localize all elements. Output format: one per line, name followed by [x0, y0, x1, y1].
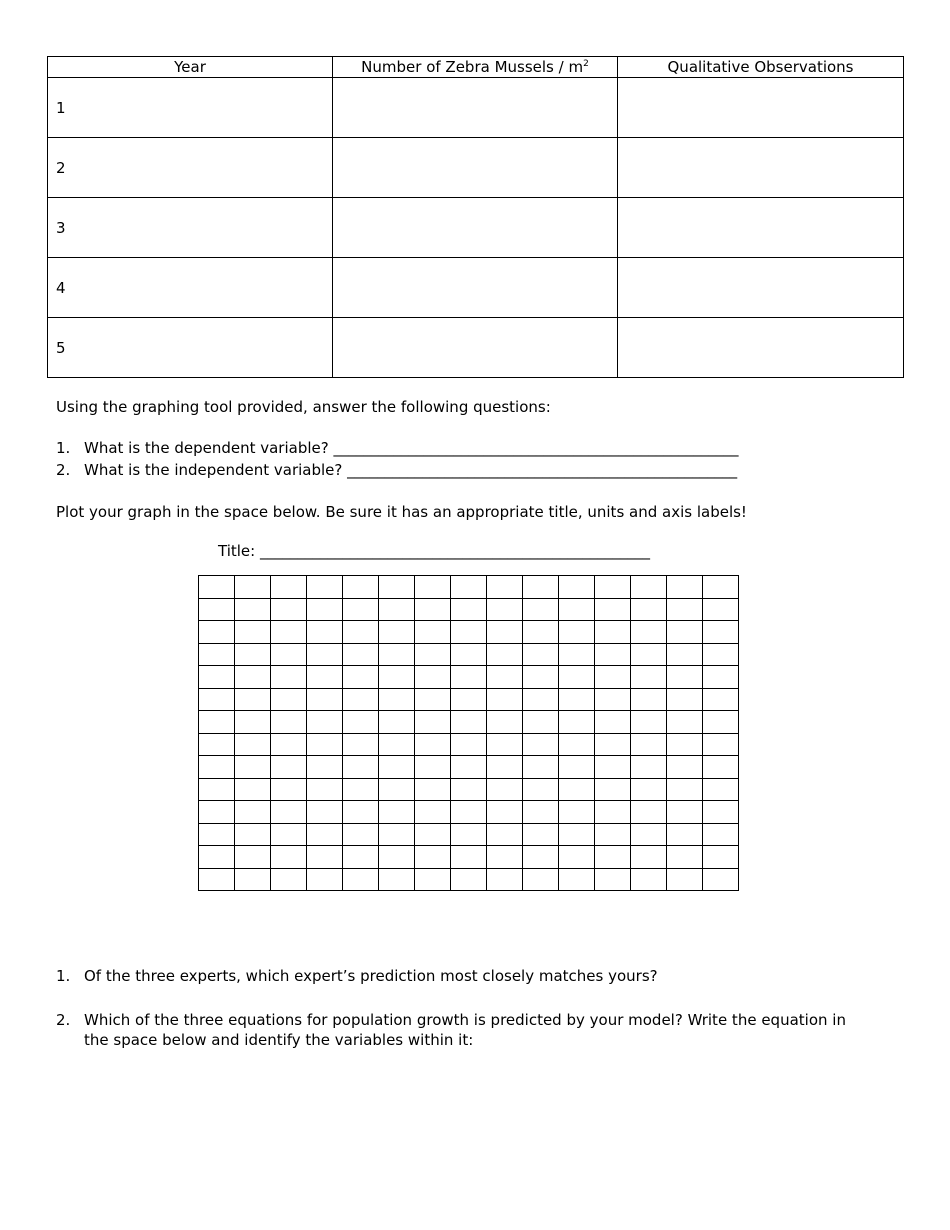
grid-cell[interactable] [703, 599, 739, 622]
grid-cell[interactable] [343, 644, 379, 667]
table-row [48, 138, 904, 198]
grid-cell[interactable] [343, 734, 379, 757]
grid-cell[interactable] [703, 666, 739, 689]
question-dependent-variable [56, 439, 738, 457]
grid-cell[interactable] [631, 756, 667, 779]
grid-cell[interactable] [559, 801, 595, 824]
grid-cell[interactable] [307, 711, 343, 734]
grid-cell[interactable] [667, 801, 703, 824]
grid-cell[interactable] [415, 711, 451, 734]
grid-cell[interactable] [379, 711, 415, 734]
header-year: Year [48, 57, 333, 78]
grid-cell[interactable] [487, 576, 523, 599]
grid-cell[interactable] [451, 779, 487, 802]
question-text-line2: the space below and identify the variables within it: [84, 1031, 474, 1049]
table-row [48, 258, 904, 318]
grid-cell[interactable] [343, 576, 379, 599]
graphing-intro: Using the graphing tool provided, answer the following questions: [56, 398, 551, 416]
year-cell: 5 [48, 318, 333, 378]
grid-cell[interactable] [307, 689, 343, 712]
grid-cell[interactable] [415, 734, 451, 757]
grid-cell[interactable] [703, 824, 739, 847]
mussel-count-cell[interactable] [333, 78, 618, 138]
grid-cell[interactable] [631, 869, 667, 892]
question-number: 2. [56, 461, 71, 479]
grid-cell[interactable] [523, 644, 559, 667]
grid-cell[interactable] [667, 689, 703, 712]
grid-cell[interactable] [271, 576, 307, 599]
grid-cell[interactable] [235, 711, 271, 734]
grid-cell[interactable] [415, 666, 451, 689]
grid-cell[interactable] [343, 824, 379, 847]
grid-cell[interactable] [631, 666, 667, 689]
grid-cell[interactable] [307, 824, 343, 847]
mussel-count-cell[interactable] [333, 198, 618, 258]
grid-cell[interactable] [451, 576, 487, 599]
grid-cell[interactable] [235, 801, 271, 824]
grid-cell[interactable] [379, 734, 415, 757]
grid-cell[interactable] [307, 599, 343, 622]
grid-cell[interactable] [487, 711, 523, 734]
grid-cell[interactable] [703, 621, 739, 644]
followup-question-equation [56, 1011, 846, 1029]
grid-cell[interactable] [667, 846, 703, 869]
grid-cell[interactable] [487, 779, 523, 802]
grid-cell[interactable] [487, 801, 523, 824]
grid-cell[interactable] [199, 846, 235, 869]
grid-cell[interactable] [451, 689, 487, 712]
question-text-line1: Which of the three equations for population growth is predicted by your model? Write the equation in [84, 1011, 846, 1029]
grid-cell[interactable] [271, 779, 307, 802]
grid-cell[interactable] [595, 644, 631, 667]
grid-cell[interactable] [199, 599, 235, 622]
grid-cell[interactable] [379, 779, 415, 802]
grid-cell[interactable] [379, 576, 415, 599]
grid-cell[interactable] [415, 846, 451, 869]
grid-cell[interactable] [451, 846, 487, 869]
grid-cell[interactable] [199, 644, 235, 667]
grid-cell[interactable] [595, 689, 631, 712]
grid-cell[interactable] [415, 599, 451, 622]
grid-cell[interactable] [343, 756, 379, 779]
grid-cell[interactable] [523, 756, 559, 779]
grid-cell[interactable] [559, 689, 595, 712]
grid-cell[interactable] [307, 644, 343, 667]
question-text: What is the independent variable? ____________________________________________________ [84, 461, 738, 479]
header-mussels [333, 57, 618, 78]
grid-cell[interactable] [559, 644, 595, 667]
grid-cell[interactable] [199, 711, 235, 734]
grid-cell[interactable] [523, 599, 559, 622]
question-number: 2. [56, 1011, 71, 1029]
grid-cell[interactable] [667, 734, 703, 757]
grid-cell[interactable] [487, 734, 523, 757]
grid-cell[interactable] [271, 801, 307, 824]
grid-cell[interactable] [379, 756, 415, 779]
question-text: Of the three experts, which expert’s prediction most closely matches yours? [84, 967, 658, 985]
grid-cell[interactable] [271, 689, 307, 712]
data-table [47, 56, 904, 378]
grid-cell[interactable] [487, 666, 523, 689]
grid-cell[interactable] [379, 621, 415, 644]
grid-cell[interactable] [271, 869, 307, 892]
grid-cell[interactable] [343, 689, 379, 712]
grid-cell[interactable] [631, 824, 667, 847]
grid-cell[interactable] [523, 824, 559, 847]
grid-cell[interactable] [307, 576, 343, 599]
grid-cell[interactable] [487, 869, 523, 892]
grid-cell[interactable] [631, 689, 667, 712]
grid-cell[interactable] [523, 576, 559, 599]
graph-title-line: Title: ____________________________________________________ [218, 542, 650, 560]
grid-cell[interactable] [631, 779, 667, 802]
grid-cell[interactable] [379, 644, 415, 667]
question-number: 1. [56, 967, 71, 985]
grid-cell[interactable] [595, 869, 631, 892]
observation-cell[interactable] [618, 198, 904, 258]
grid-cell[interactable] [199, 824, 235, 847]
grid-cell[interactable] [199, 666, 235, 689]
grid-cell[interactable] [379, 666, 415, 689]
grid-cell[interactable] [667, 644, 703, 667]
grid-cell[interactable] [451, 644, 487, 667]
grid-cell[interactable] [451, 666, 487, 689]
grid-cell[interactable] [559, 599, 595, 622]
grid-cell[interactable] [667, 756, 703, 779]
grid-cell[interactable] [595, 756, 631, 779]
grid-cell[interactable] [235, 666, 271, 689]
grid-cell[interactable] [271, 734, 307, 757]
grid-cell[interactable] [487, 621, 523, 644]
followup-question-expert [56, 967, 658, 985]
grid-cell[interactable] [343, 801, 379, 824]
grid-cell[interactable] [523, 689, 559, 712]
grid-cell[interactable] [703, 689, 739, 712]
question-text: What is the dependent variable? ______________________________________________________ [84, 439, 739, 457]
observation-cell[interactable] [618, 318, 904, 378]
observation-cell[interactable] [618, 138, 904, 198]
grid-cell[interactable] [307, 801, 343, 824]
grid-cell[interactable] [631, 801, 667, 824]
grid-cell[interactable] [307, 666, 343, 689]
grid-cell[interactable] [559, 666, 595, 689]
grid-cell[interactable] [667, 779, 703, 802]
grid-cell[interactable] [343, 779, 379, 802]
grid-cell[interactable] [271, 846, 307, 869]
header-mussels-exponent: 2 [583, 59, 589, 69]
grid-cell[interactable] [271, 644, 307, 667]
grid-cell[interactable] [343, 869, 379, 892]
grid-cell[interactable] [199, 779, 235, 802]
grid-cell[interactable] [595, 576, 631, 599]
grid-cell[interactable] [451, 801, 487, 824]
grid-cell[interactable] [595, 711, 631, 734]
header-observations: Qualitative Observations [618, 57, 904, 78]
grid-cell[interactable] [487, 599, 523, 622]
grid-cell[interactable] [307, 734, 343, 757]
grid-cell[interactable] [271, 756, 307, 779]
year-cell: 2 [48, 138, 333, 198]
grid-cell[interactable] [271, 711, 307, 734]
grid-cell[interactable] [559, 734, 595, 757]
grid-cell[interactable] [703, 576, 739, 599]
grid-cell[interactable] [667, 869, 703, 892]
grid-cell[interactable] [703, 711, 739, 734]
mussel-count-cell[interactable] [333, 318, 618, 378]
grid-cell[interactable] [415, 689, 451, 712]
grid-cell[interactable] [451, 734, 487, 757]
grid-cell[interactable] [523, 621, 559, 644]
grid-cell[interactable] [595, 801, 631, 824]
grid-cell[interactable] [523, 869, 559, 892]
year-cell: 1 [48, 78, 333, 138]
grid-cell[interactable] [271, 621, 307, 644]
grid-cell[interactable] [703, 756, 739, 779]
grid-cell[interactable] [667, 711, 703, 734]
grid-cell[interactable] [415, 644, 451, 667]
grid-cell[interactable] [523, 779, 559, 802]
grid-cell[interactable] [523, 666, 559, 689]
grid-cell[interactable] [235, 756, 271, 779]
grid-cell[interactable] [235, 779, 271, 802]
mussel-count-cell[interactable] [333, 138, 618, 198]
grid-cell[interactable] [379, 599, 415, 622]
grid-cell[interactable] [235, 846, 271, 869]
grid-cell[interactable] [487, 756, 523, 779]
grid-cell[interactable] [559, 846, 595, 869]
grid-cell[interactable] [235, 599, 271, 622]
grid-cell[interactable] [235, 689, 271, 712]
grid-cell[interactable] [631, 734, 667, 757]
header-mussels-label: Number of Zebra Mussels / m [361, 58, 584, 76]
grid-cell[interactable] [559, 779, 595, 802]
grid-cell[interactable] [415, 824, 451, 847]
grid-cell[interactable] [307, 846, 343, 869]
grid-cell[interactable] [451, 711, 487, 734]
grid-cell[interactable] [667, 599, 703, 622]
grid-cell[interactable] [307, 756, 343, 779]
grid-cell[interactable] [271, 599, 307, 622]
grid-cell[interactable] [595, 599, 631, 622]
grid-cell[interactable] [559, 711, 595, 734]
grid-cell[interactable] [487, 644, 523, 667]
grid-cell[interactable] [199, 756, 235, 779]
grid-cell[interactable] [703, 801, 739, 824]
mussel-count-cell[interactable] [333, 258, 618, 318]
grid-cell[interactable] [235, 734, 271, 757]
grid-cell[interactable] [559, 621, 595, 644]
grid-cell[interactable] [703, 779, 739, 802]
grid-cell[interactable] [523, 846, 559, 869]
grid-cell[interactable] [667, 621, 703, 644]
grid-cell[interactable] [199, 576, 235, 599]
grid-cell[interactable] [595, 824, 631, 847]
grid-cell[interactable] [631, 576, 667, 599]
grid-cell[interactable] [703, 869, 739, 892]
grid-cell[interactable] [415, 779, 451, 802]
grid-cell[interactable] [487, 846, 523, 869]
grid-cell[interactable] [559, 756, 595, 779]
observation-cell[interactable] [618, 78, 904, 138]
grid-cell[interactable] [271, 824, 307, 847]
grid-cell[interactable] [415, 801, 451, 824]
grid-cell[interactable] [415, 621, 451, 644]
grid-cell[interactable] [667, 576, 703, 599]
grid-cell[interactable] [559, 869, 595, 892]
grid-cell[interactable] [343, 846, 379, 869]
grid-cell[interactable] [631, 711, 667, 734]
grid-cell[interactable] [523, 801, 559, 824]
grid-cell[interactable] [199, 869, 235, 892]
grid-cell[interactable] [631, 599, 667, 622]
grid-cell[interactable] [595, 666, 631, 689]
year-cell: 3 [48, 198, 333, 258]
table-row [48, 198, 904, 258]
grid-cell[interactable] [199, 734, 235, 757]
grid-cell[interactable] [271, 666, 307, 689]
grid-cell[interactable] [415, 756, 451, 779]
table-row [48, 78, 904, 138]
grid-cell[interactable] [379, 689, 415, 712]
grid-cell[interactable] [451, 756, 487, 779]
grid-cell[interactable] [235, 576, 271, 599]
grid-cell[interactable] [235, 644, 271, 667]
grid-cell[interactable] [343, 599, 379, 622]
grid-cell[interactable] [523, 734, 559, 757]
table-header-row [48, 57, 904, 78]
grid-cell[interactable] [199, 689, 235, 712]
grid-cell[interactable] [379, 801, 415, 824]
grid-cell[interactable] [379, 869, 415, 892]
grid-cell[interactable] [235, 621, 271, 644]
grid-cell[interactable] [487, 824, 523, 847]
grid-cell[interactable] [451, 869, 487, 892]
grid-cell[interactable] [559, 824, 595, 847]
grid-cell[interactable] [523, 711, 559, 734]
grid-cell[interactable] [631, 846, 667, 869]
grid-cell[interactable] [703, 846, 739, 869]
grid-cell[interactable] [199, 621, 235, 644]
grid-cell[interactable] [595, 621, 631, 644]
grid-cell[interactable] [415, 576, 451, 599]
grid-cell[interactable] [559, 576, 595, 599]
grid-cell[interactable] [703, 644, 739, 667]
graph-paper-grid[interactable] [198, 575, 739, 891]
grid-cell[interactable] [415, 869, 451, 892]
question-number: 1. [56, 439, 71, 457]
table-row [48, 318, 904, 378]
grid-cell[interactable] [667, 824, 703, 847]
grid-cell[interactable] [487, 689, 523, 712]
grid-cell[interactable] [631, 644, 667, 667]
grid-cell[interactable] [199, 801, 235, 824]
grid-cell[interactable] [343, 621, 379, 644]
plot-instructions: Plot your graph in the space below. Be sure it has an appropriate title, units and axis labels! [56, 503, 747, 521]
grid-cell[interactable] [343, 711, 379, 734]
grid-cell[interactable] [595, 734, 631, 757]
grid-cell[interactable] [307, 779, 343, 802]
grid-cell[interactable] [703, 734, 739, 757]
grid-cell[interactable] [343, 666, 379, 689]
grid-cell[interactable] [595, 779, 631, 802]
grid-cell[interactable] [451, 599, 487, 622]
observation-cell[interactable] [618, 258, 904, 318]
grid-cell[interactable] [307, 869, 343, 892]
grid-cell[interactable] [595, 846, 631, 869]
question-independent-variable [56, 461, 737, 479]
followup-question-equation-continued [56, 1031, 473, 1049]
grid-cell[interactable] [235, 869, 271, 892]
grid-cell[interactable] [379, 846, 415, 869]
grid-cell[interactable] [307, 621, 343, 644]
grid-cell[interactable] [235, 824, 271, 847]
grid-cell[interactable] [667, 666, 703, 689]
grid-cell[interactable] [631, 621, 667, 644]
grid-cell[interactable] [451, 824, 487, 847]
grid-cell[interactable] [451, 621, 487, 644]
year-cell: 4 [48, 258, 333, 318]
grid-cell[interactable] [379, 824, 415, 847]
